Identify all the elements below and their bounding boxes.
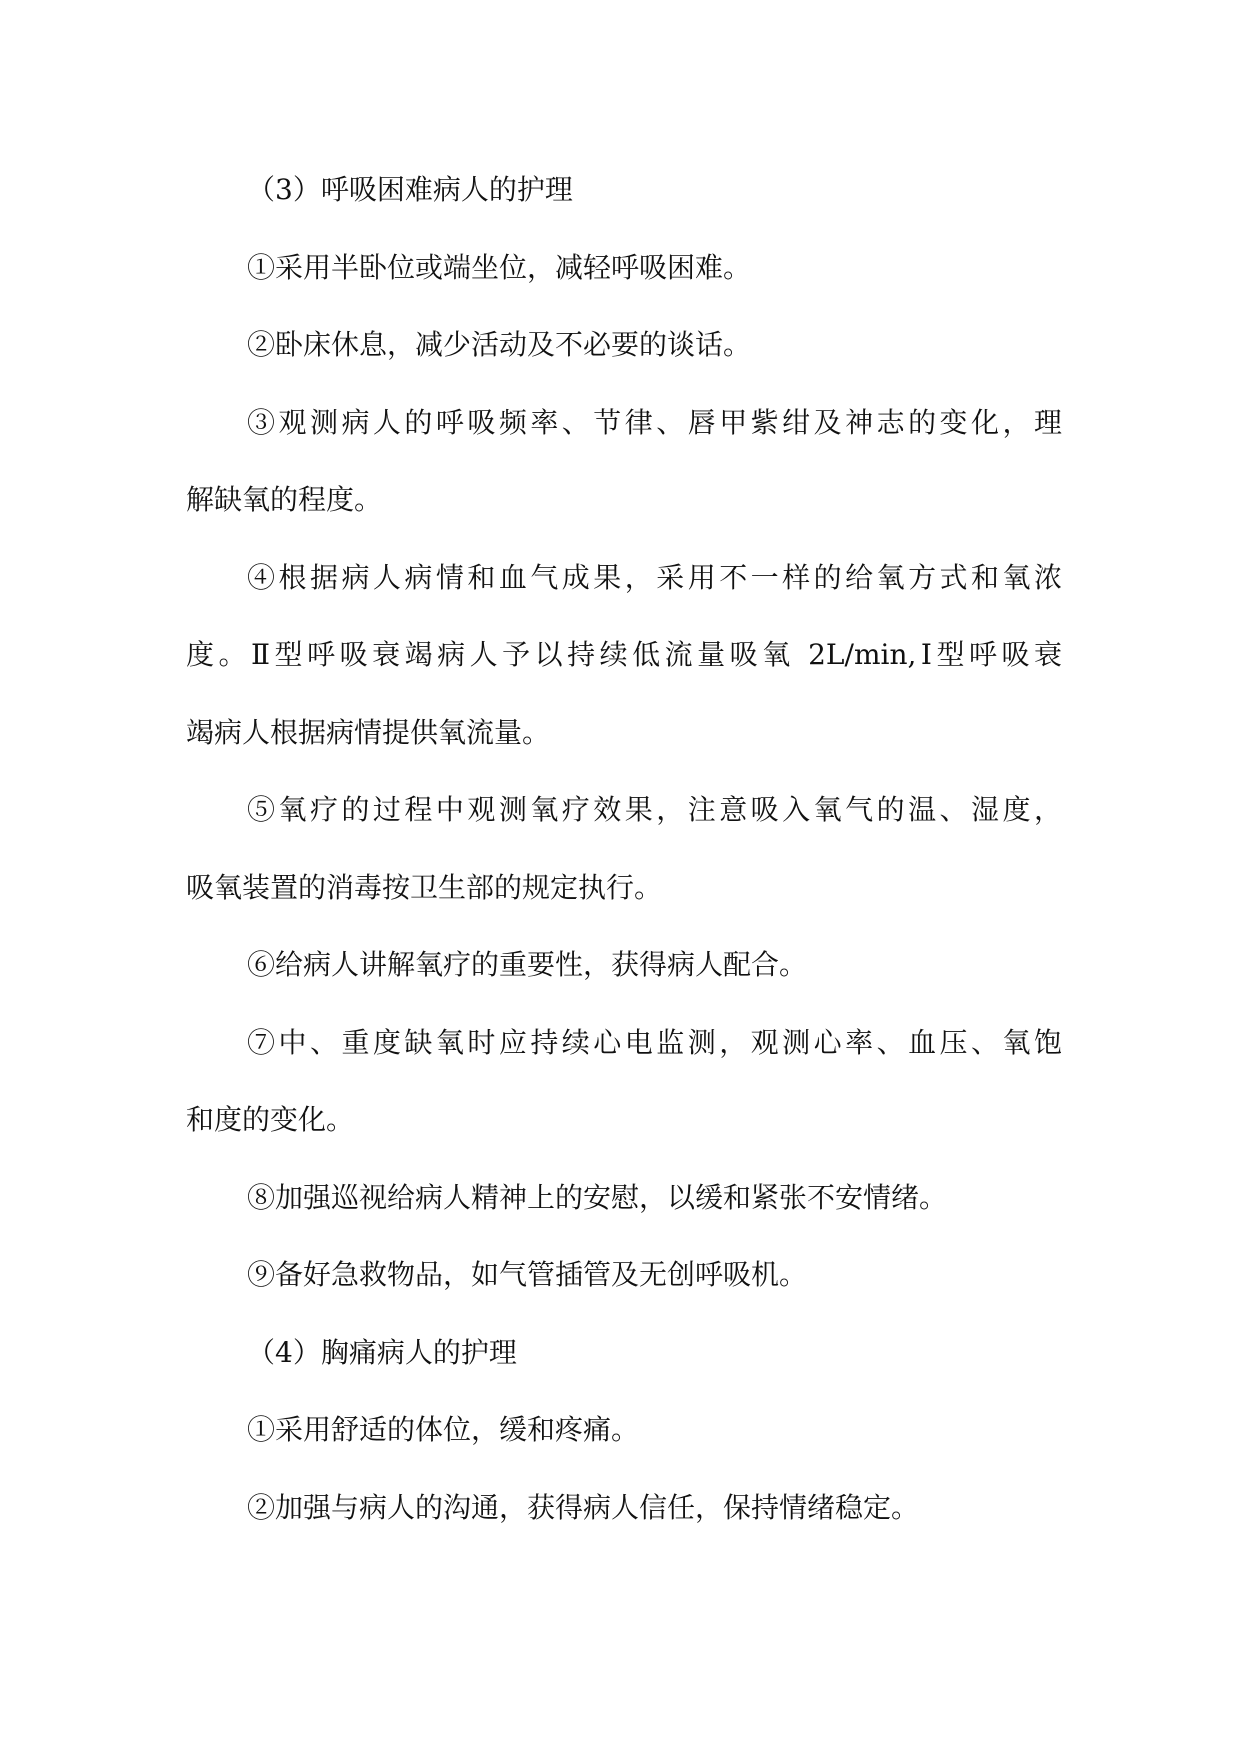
paragraph-line: ⑦中、重度缺氧时应持续心电监测，观测心率、血压、氧饱 <box>247 1025 1062 1059</box>
paragraph-line: ④根据病人病情和血气成果，采用不一样的给氧方式和氧浓 <box>247 560 1062 594</box>
paragraph-line: 解缺氧的程度。 <box>186 483 383 516</box>
paragraph-line: 吸氧装置的消毒按卫生部的规定执行。 <box>186 870 663 904</box>
document-body <box>186 160 1062 1555</box>
paragraph-line: ③观测病人的呼吸频率、节律、唇甲紫绀及神志的变化，理 <box>247 405 1062 439</box>
paragraph-line: 和度的变化。 <box>186 1103 355 1136</box>
section-heading-3: （3）呼吸困难病人的护理 <box>247 173 573 206</box>
paragraph-line: ②加强与病人的沟通，获得病人信任，保持情绪稳定。 <box>247 1490 920 1524</box>
paragraph-line: 度。Ⅱ型呼吸衰竭病人予以持续低流量吸氧 2L/min,Ⅰ型呼吸衰 <box>186 638 1062 671</box>
paragraph-line: ②卧床休息，减少活动及不必要的谈话。 <box>247 328 752 361</box>
paragraph-line: ①采用半卧位或端坐位，减轻呼吸困难。 <box>247 250 752 284</box>
paragraph-line: ⑥给病人讲解氧疗的重要性，获得病人配合。 <box>247 948 808 981</box>
paragraph-line: ⑧加强巡视给病人精神上的安慰，以缓和紧张不安情绪。 <box>247 1180 948 1214</box>
section-heading-4: （4）胸痛病人的护理 <box>247 1335 517 1369</box>
paragraph-line: ⑨备好急救物品，如气管插管及无创呼吸机。 <box>247 1258 808 1291</box>
paragraph-line: 竭病人根据病情提供氧流量。 <box>186 715 551 749</box>
paragraph-line: ⑤氧疗的过程中观测氧疗效果，注意吸入氧气的温、湿度， <box>247 793 1062 826</box>
paragraph-line: ①采用舒适的体位，缓和疼痛。 <box>247 1413 640 1446</box>
